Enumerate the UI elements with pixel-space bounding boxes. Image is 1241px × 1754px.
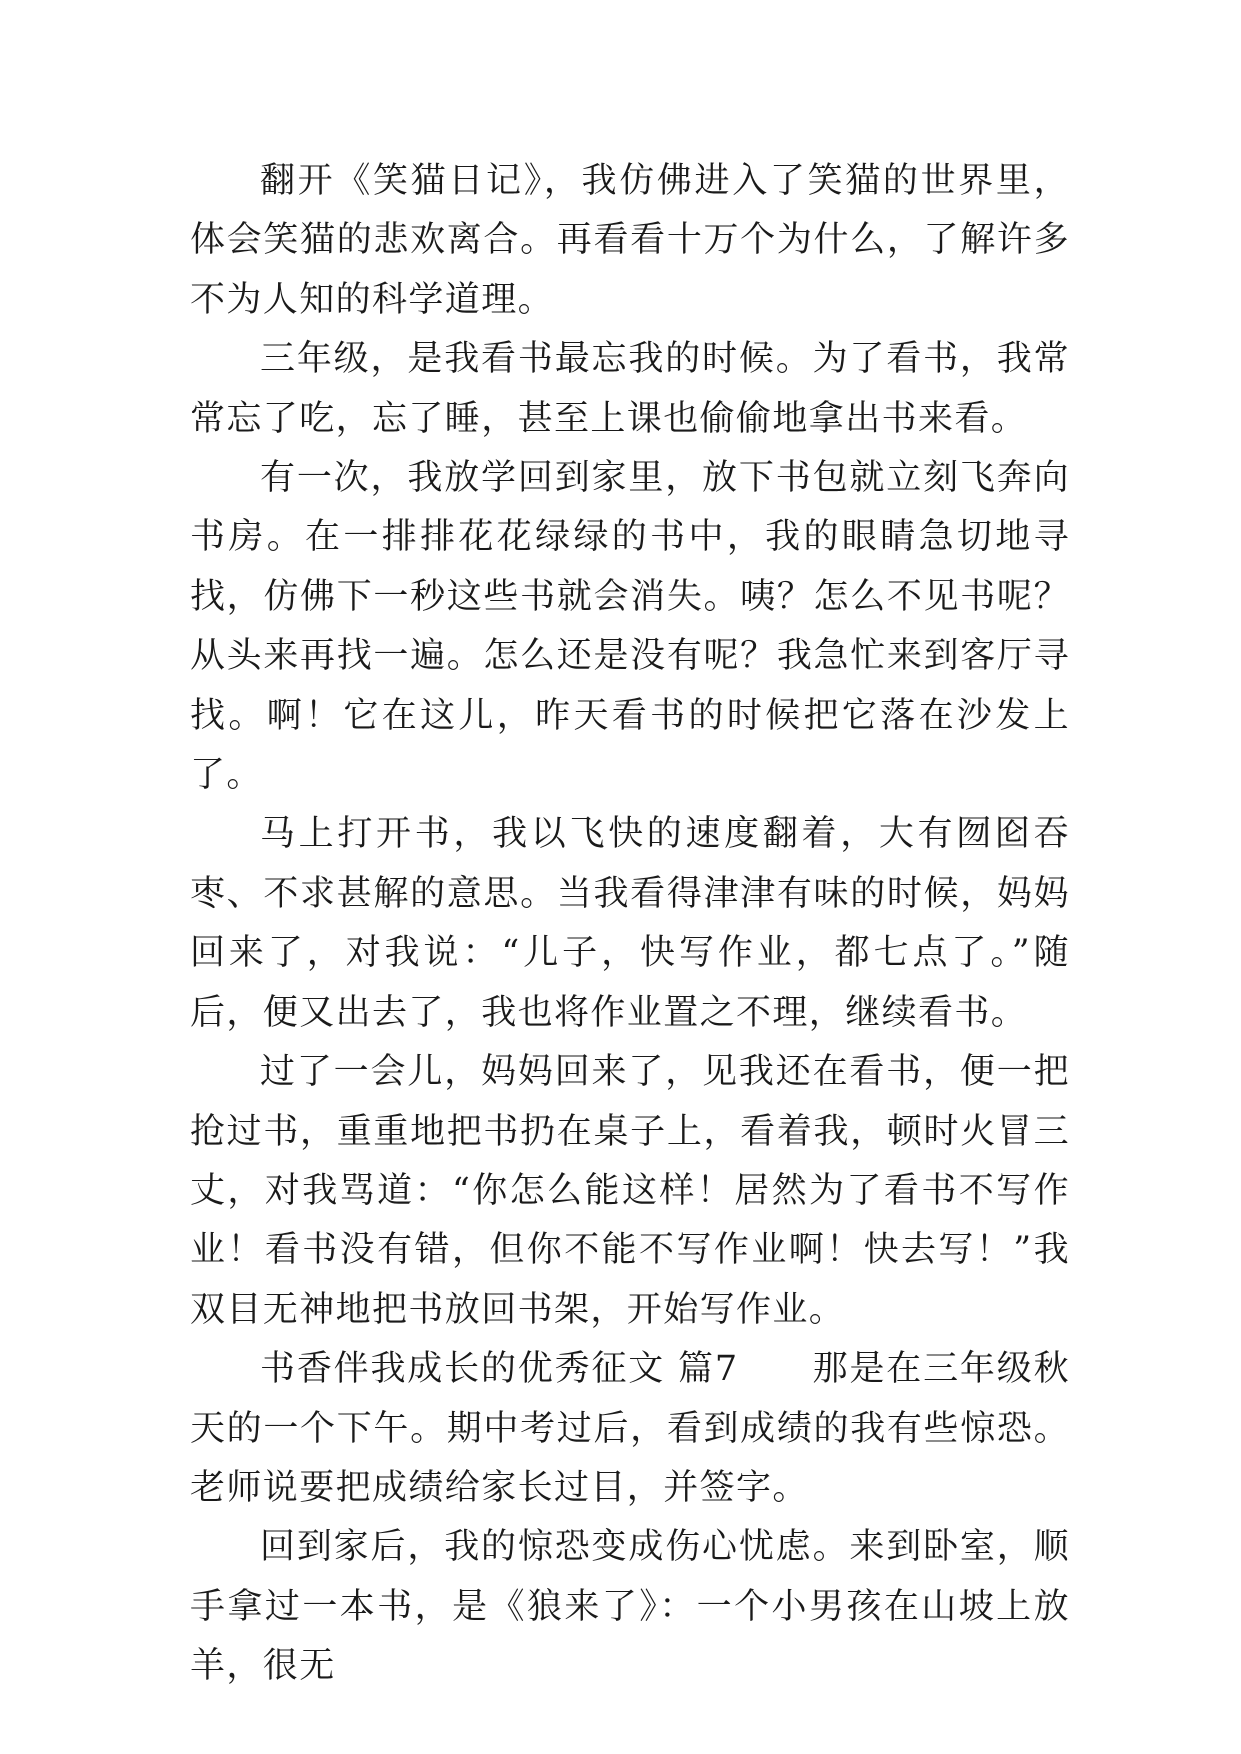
paragraph-7: 回到家后，我的惊恐变成伤心忧虑。来到卧室，顺手拿过一本书，是《狼来了》：一个小男孩在山坡上放羊，很无: [190, 1527, 1070, 1687]
document-body: [190, 152, 1070, 1697]
paragraph-6: 书香伴我成长的优秀征文 篇7 那是在三年级秋天的一个下午。期中考过后，看到成绩的我有些惊恐。老师说要把成绩给家长过目，并签字。: [190, 1349, 1070, 1508]
paragraph-4: 马上打开书，我以飞快的速度翻着，大有囫囵吞枣、不求甚解的意思。当我看得津津有味的时候，妈妈回来了，对我说：“儿子，快写作业，都七点了。”随后，便又出去了，我也将作业置之不理，继续看书。: [190, 814, 1070, 1033]
paragraph-1: 翻开《笑猫日记》，我仿佛进入了笑猫的世界里，体会笑猫的悲欢离合。再看看十万个为什么，了解许多不为人知的科学道理。: [190, 161, 1070, 320]
paragraph-5: 过了一会儿，妈妈回来了，见我还在看书，便一把抢过书，重重地把书扔在桌子上，看着我，顿时火冒三丈，对我骂道：“你怎么能这样！居然为了看书不写作业！看书没有错，但你不能不写作业啊！快去写！”我双目无神地把书放回书架，开始写作业。: [190, 1052, 1070, 1330]
paragraph-3: 有一次，我放学回到家里，放下书包就立刻飞奔向书房。在一排排花花绿绿的书中，我的眼睛急切地寻找，仿佛下一秒这些书就会消失。咦？怎么不见书呢？从头来再找一遍。怎么还是没有呢？我急忙来到客厅寻找。啊！它在这儿，昨天看书的时候把它落在沙发上了。: [190, 458, 1070, 796]
paragraph-2: 三年级，是我看书最忘我的时候。为了看书，我常常忘了吃，忘了睡，甚至上课也偷偷地拿出书来看。: [190, 339, 1070, 439]
